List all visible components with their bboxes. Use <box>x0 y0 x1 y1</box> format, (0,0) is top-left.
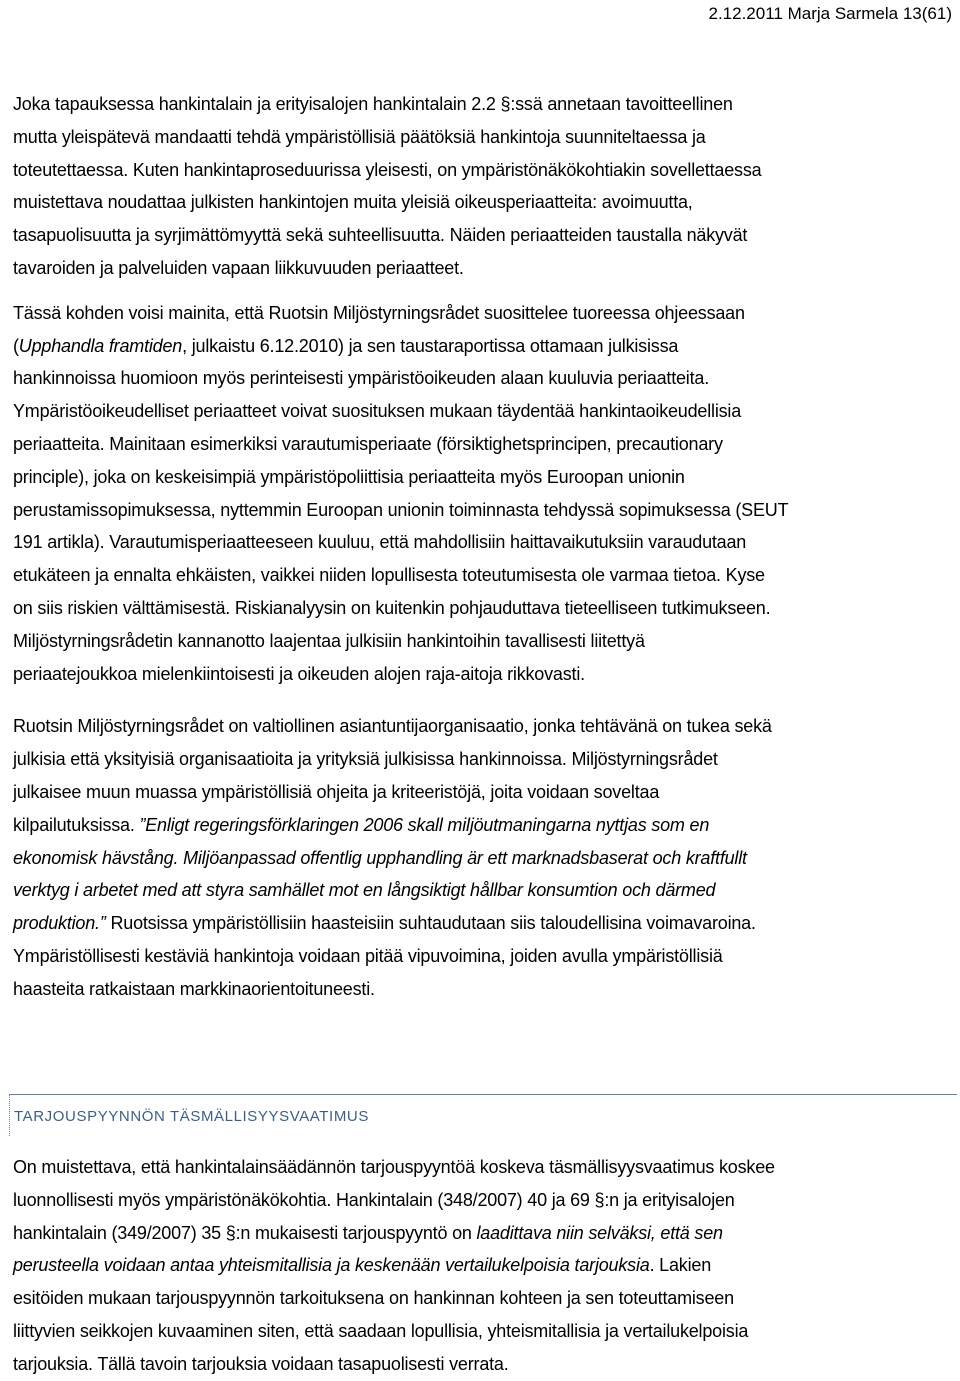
text-line: periaatteita. Mainitaan esimerkiksi varautumisperiaate (försiktighetsprincipen, precautionary <box>13 433 723 454</box>
text-fragment: . Lakien <box>649 1255 712 1276</box>
quotation: produktion.” <box>13 913 106 934</box>
text-line <box>13 907 953 940</box>
text-line: haasteita ratkaistaan markkinaorientoituneesti. <box>13 978 375 999</box>
main-text <box>13 88 953 1006</box>
text-line: Miljöstyrningsrådetin kannanotto laajentaa julkisiin hankintoihin tavallisesti liitettyä <box>13 630 645 651</box>
text-line: etukäteen ja ennalta ehkäisten, vaikkei niiden lopullisesta toteutumisesta ole varmaa tietoa. Kyse <box>13 565 765 586</box>
section-divider <box>9 1094 957 1095</box>
text-line: Tässä kohden voisi mainita, että Ruotsin Miljöstyrningsrådet suosittelee tuoreessa ohjeessaan <box>13 302 745 323</box>
text-line: mutta yleispätevä mandaatti tehdä ympäristöllisiä päätöksiä hankintoja suunniteltaessa ja <box>13 126 706 147</box>
text-line: Joka tapauksessa hankintalain ja erityisalojen hankintalain 2.2 §:ssä annetaan tavoitteellinen <box>13 94 733 114</box>
text-line: periaatejoukkoa mielenkiintoisesti ja oikeuden alojen raja-aitoja rikkovasti. <box>13 663 585 684</box>
text-line: on siis riskien välttämisestä. Riskianalyysin on kuitenkin pohjauduttava tieteelliseen tutkimukseen. <box>13 597 771 618</box>
text-line: liittyvien seikkojen kuvaaminen siten, että saadaan lopullisia, yhteismitallisia ja vertailukelpoisia <box>13 1320 749 1341</box>
paragraph-ruotsin-miljostyrningsradet <box>13 710 953 1005</box>
text-line: tarjouksia. Tällä tavoin tarjouksia voidaan tasapuolisesti verrata. <box>13 1353 509 1374</box>
quotation: verktyg i arbetet med att styra samhället mot en långsiktigt hållbar konsumtion och därmed <box>13 880 716 901</box>
text-line: principle), joka on keskeisimpiä ympäristöpoliittisia periaatteita myös Euroopan unionin <box>13 466 685 487</box>
text-fragment: ( <box>13 335 19 356</box>
text-fragment: , julkaistu 6.12.2010) ja sen taustaraportissa ottamaan julkisissa <box>182 335 679 356</box>
text-line: 191 artikla). Varautumisperiaatteeseen kuuluu, että mahdollisiin haittavaikutuksiin varaudutaan <box>13 532 747 553</box>
page-header: 2.12.2011 Marja Sarmela 13(61) <box>708 4 952 23</box>
text-line <box>13 1249 953 1282</box>
paragraph-mandate <box>13 88 953 285</box>
text-line: luonnollisesti myös ympäristönäkökohtia. Hankintalain (348/2007) 40 ja 69 §:n ja erityisalojen <box>13 1189 735 1210</box>
text-line: julkaisee muun muassa ympäristöllisiä ohjeita ja kriteeristöjä, joita voidaan soveltaa <box>13 781 660 802</box>
text-line: julkisia että yksityisiä organisaatioita ja yrityksiä julkisissa hankinnoissa. Miljöstyrningsrådet <box>13 749 718 770</box>
text-line: Ympäristöoikeudelliset periaatteet voivat suosituksen mukaan täydentää hankintaoikeudellisia <box>13 401 742 422</box>
section-heading: TARJOUSPYYNNÖN TÄSMÄLLISYYSVAATIMUS <box>14 1108 369 1125</box>
text-line <box>13 330 953 363</box>
text-line <box>13 842 953 875</box>
text-line <box>13 809 953 842</box>
text-line: hankinnoissa huomioon myös perinteisesti ympäristöoikeuden alaan kuuluvia periaatteita. <box>13 368 710 389</box>
section-text <box>13 1151 953 1381</box>
quotation: ekonomisk hävstång. Miljöanpassad offentlig upphandling är ett marknadsbaserat och kraftfullt <box>13 847 747 868</box>
section-divider-left <box>9 1094 10 1136</box>
paragraph-tasmallisyysvaatimus <box>13 1151 953 1381</box>
text-fragment: hankintalain (349/2007) 35 §:n mukaisesti tarjouspyyntö on <box>13 1222 477 1243</box>
legal-quotation: perusteella voidaan antaa yhteismitallisia ja keskenään vertailukelpoisia tarjouksia <box>13 1255 650 1276</box>
publication-title: Upphandla framtiden <box>18 335 183 356</box>
text-fragment: Ruotsissa ympäristöllisiin haasteisiin suhtaudutaan siis taloudellisina voimavaroina. <box>105 913 756 934</box>
text-line: toteutettaessa. Kuten hankintaproseduurissa yleisesti, on ympäristönäkökohtiakin sovellettaessa <box>13 159 762 180</box>
text-line <box>13 1217 953 1250</box>
text-line: tasapuolisuutta ja syrjimättömyyttä sekä suhteellisuutta. Näiden periaatteiden taustalla näkyvät <box>13 225 748 246</box>
text-line: muistettava noudattaa julkisten hankintojen muita yleisiä oikeusperiaatteita: avoimuutta, <box>13 192 693 213</box>
quotation: ”Enligt regeringsförklaringen 2006 skall miljöutmaningarna nyttjas som en <box>139 814 710 835</box>
text-line: Ruotsin Miljöstyrningsrådet on valtiollinen asiantuntijaorganisaatio, jonka tehtävänä on tukea sekä <box>13 716 772 737</box>
paragraph-miljostyrningsradet <box>13 297 953 691</box>
text-line: Ympäristöllisesti kestäviä hankintoja voidaan pitää vipuvoimina, joiden avulla ympäristöllisiä <box>13 945 723 966</box>
text-line: perustamissopimuksessa, nyttemmin Euroopan unionin toiminnasta tehdyssä sopimuksessa (SEUT <box>13 499 789 520</box>
text-line: esitöiden mukaan tarjouspyynnön tarkoituksena on hankinnan kohteen ja sen toteuttamiseen <box>13 1288 734 1309</box>
text-line: tavaroiden ja palveluiden vapaan liikkuvuuden periaatteet. <box>13 257 464 278</box>
text-line: On muistettava, että hankintalainsäädännön tarjouspyyntöä koskeva täsmällisyysvaatimus koskee <box>13 1157 775 1177</box>
text-line <box>13 874 953 907</box>
legal-quotation: laadittava niin selväksi, että sen <box>476 1222 723 1243</box>
text-fragment: kilpailutuksissa. <box>13 814 140 835</box>
